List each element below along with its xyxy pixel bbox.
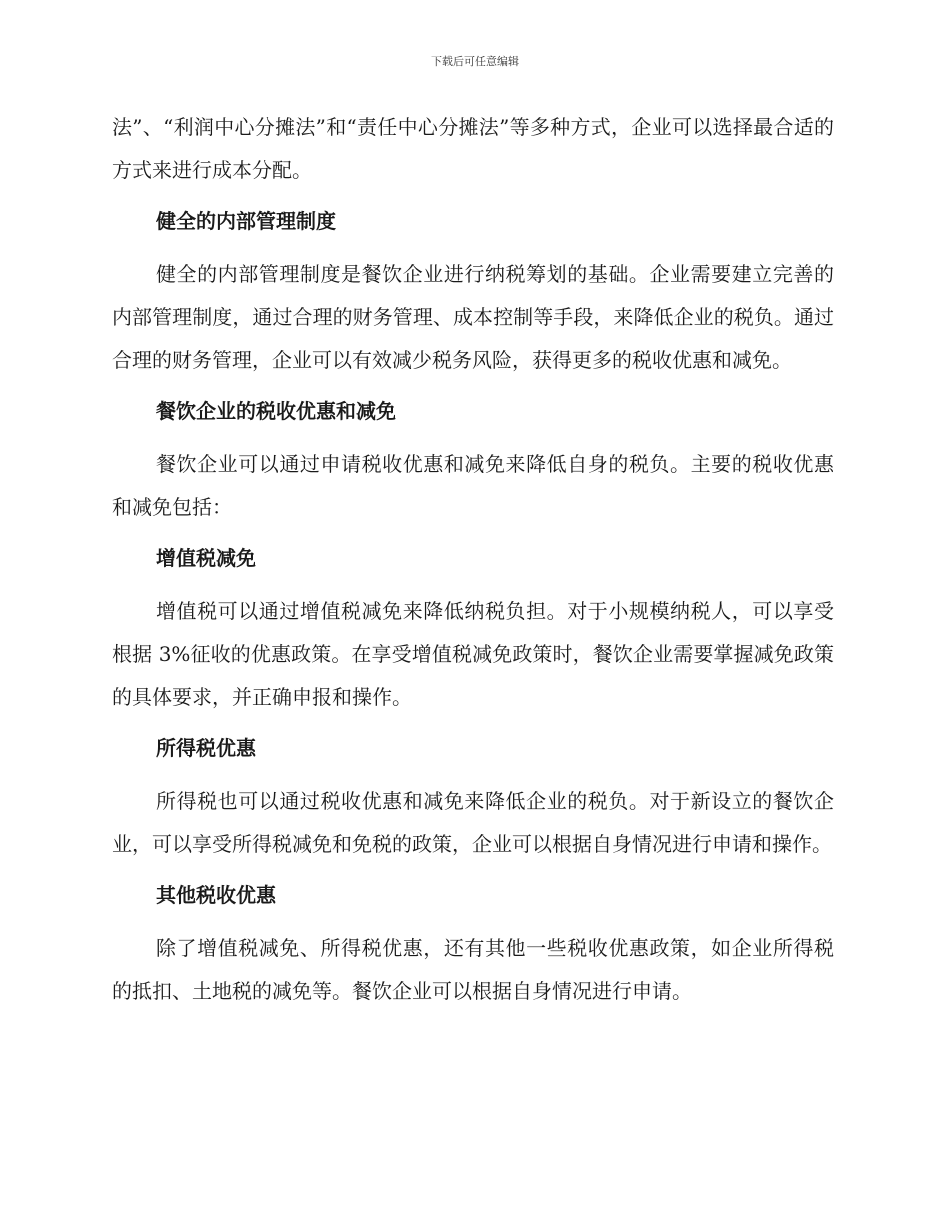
section-body-internal-management: 健全的内部管理制度是餐饮企业进行纳税筹划的基础。企业需要建立完善的内部管理制度，通过合理的财务管理、成本控制等手段，来降低企业的税负。通过合理的财务管理，企业可以有效减少税务风险，获得更多的税收优惠和减免。 — [112, 262, 834, 372]
section-heading-internal-management: 健全的内部管理制度 — [156, 209, 336, 233]
page-header: 下载后可任意编辑 — [431, 55, 519, 68]
continuation-paragraph: 法”、“利润中心分摊法”和“责任中心分摊法”等多种方式，企业可以选择最合适的方式来进行成本分配。 — [112, 115, 834, 182]
section-heading-tax-incentives: 餐饮企业的税收优惠和减免 — [156, 399, 396, 423]
document-body — [112, 106, 834, 1013]
section-heading-other-incentives: 其他税收优惠 — [156, 883, 276, 907]
section-body-income-tax: 所得税也可以通过税收优惠和减免来降低企业的税负。对于新设立的餐饮企业，可以享受所得税减免和免税的政策，企业可以根据自身情况进行申请和操作。 — [112, 789, 834, 856]
section-heading-vat-relief: 增值税减免 — [156, 546, 256, 570]
section-body-vat-relief: 增值税可以通过增值税减免来降低纳税负担。对于小规模纳税人，可以享受根据 3%征收的优惠政策。在享受增值税减免政策时，餐饮企业需要掌握减免政策的具体要求，并正确申报和操作。 — [112, 599, 834, 709]
section-body-other-incentives: 除了增值税减免、所得税优惠，还有其他一些税收优惠政策，如企业所得税的抵扣、土地税的减免等。餐饮企业可以根据自身情况进行申请。 — [112, 936, 834, 1003]
section-heading-income-tax: 所得税优惠 — [156, 736, 256, 760]
section-body-tax-incentives: 餐饮企业可以通过申请税收优惠和减免来降低自身的税负。主要的税收优惠和减免包括： — [112, 452, 834, 519]
